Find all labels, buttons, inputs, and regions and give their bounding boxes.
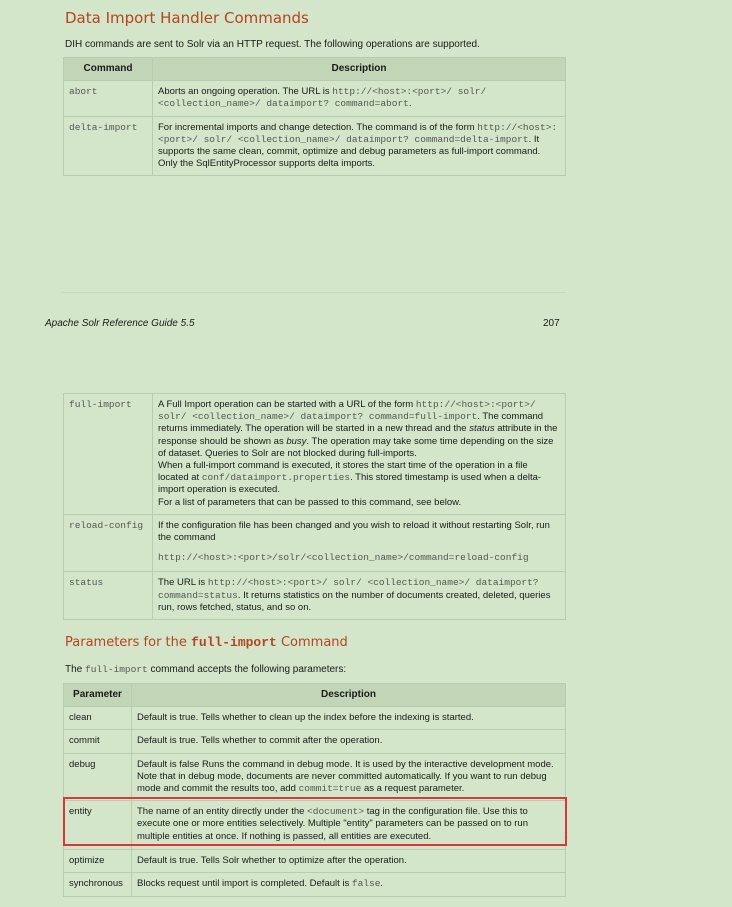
command-description: [153, 572, 566, 620]
url-code: http://<host>:<port>/ solr/ <collection_name>/ dataimport? command=abort: [158, 86, 487, 110]
description-text: . The operation may take some time depending on the size of dataset. Queries to Solr are not blocked during full-imports.: [158, 435, 554, 459]
description-text: Default is false Runs the command in debug mode. It is used by the interactive development mode. Note that in debug mode, documents are never committed automatically. If you want to run debug mode and commit the results too, add: [137, 758, 554, 795]
description-text: For incremental imports and change detection. The command is of the form: [158, 121, 478, 133]
commands-intro: DIH commands are sent to Solr via an HTTP request. The following operations are supported.: [65, 39, 480, 50]
description-text: . It returns statistics on the number of documents created, deleted, queries run, rows fetched, status, and so on.: [158, 589, 551, 613]
description-paragraph: [158, 460, 560, 497]
command-description: [153, 394, 566, 515]
table-row: [64, 116, 566, 176]
description-text: tag in the configuration file. Use this to execute one or more entities selectively. Multiple "entity" parameters can be passed on to run multiple entities at once. If nothing is passed, all entities are executed.: [137, 806, 528, 842]
table-row: [64, 81, 566, 116]
description-text: Blocks request until import is completed. Default is: [137, 878, 352, 890]
command-description: [153, 116, 566, 176]
url-code: http://<host>:<port>/ solr/ <collection_name>/ dataimport? command=status: [158, 577, 539, 601]
commands-table-continued: [63, 393, 566, 620]
title-text: Command: [276, 635, 348, 650]
description-text: The name of an entity directly under the: [137, 806, 308, 818]
table-row: [64, 707, 566, 730]
param-optimize: optimize: [64, 850, 132, 873]
description-text: . The command returns immediately. The operation will be started in a new thread and the: [158, 411, 544, 435]
section-title-parameters: [65, 635, 348, 650]
command-status: status: [64, 572, 153, 620]
table-row: [64, 850, 566, 873]
page-number: 207: [543, 318, 560, 329]
command-full-import: full-import: [64, 394, 153, 515]
table-header-row: [64, 58, 566, 81]
intro-text: The: [65, 664, 86, 675]
page-divider: [62, 292, 566, 293]
table-row: [64, 730, 566, 753]
emphasis-text: busy: [286, 435, 307, 447]
command-reload-config: reload-config: [64, 514, 153, 572]
param-commit: commit: [64, 730, 132, 753]
parameters-intro: [65, 664, 346, 675]
title-text: Parameters for the: [65, 635, 192, 650]
url-code: http://<host>:<port>/ solr/ <collection_name>/ dataimport? command=delta-import: [158, 121, 558, 145]
description-text: .: [408, 98, 412, 110]
param-code: commit=true: [298, 783, 362, 795]
param-description: Default is true. Tells whether to clean up the index before the indexing is started.: [132, 707, 566, 730]
param-description: [132, 873, 566, 896]
intro-text: command accepts the following parameters:: [147, 664, 347, 675]
param-description: Default is true. Tells whether to commit after the operation.: [132, 730, 566, 753]
description-text: The URL is: [158, 577, 208, 589]
description-text: .: [380, 878, 384, 890]
param-synchronous: synchronous: [64, 873, 132, 896]
param-entity: entity: [64, 801, 132, 850]
commands-table: [63, 57, 566, 176]
param-debug: debug: [64, 753, 132, 801]
col-header-command: Command: [64, 58, 153, 81]
description-text: Aborts an ongoing operation. The URL is: [158, 86, 333, 98]
table-row: [64, 394, 566, 515]
description-text: A Full Import operation can be started with a URL of the form: [158, 399, 416, 410]
command-delta-import: delta-import: [64, 116, 153, 176]
footer-title: Apache Solr Reference Guide 5.5: [45, 318, 195, 329]
param-description: [132, 753, 566, 801]
command-description: [153, 514, 566, 572]
param-code: <document>: [307, 806, 365, 818]
url-code: http://<host>:<port>/solr/<collection_name>/command=reload-config: [158, 552, 529, 564]
intro-code: full-import: [85, 664, 148, 675]
url-code: http://<host>:<port>/ solr/ <collection_name>/ dataimport? command=full-import: [158, 399, 536, 423]
table-header-row: [64, 684, 566, 707]
file-path-code: conf/dataimport.properties: [201, 472, 351, 484]
description-text: . It supports the same clean, commit, optimize and debug parameters as full-import command. Only the SqlEntityProcessor supports delta imports.: [158, 133, 541, 170]
col-header-parameter: Parameter: [64, 684, 132, 707]
parameters-table: [63, 683, 566, 897]
entity-row-highlight: [63, 797, 567, 846]
table-row: [64, 514, 566, 572]
table-row: [64, 572, 566, 620]
param-code: false: [351, 878, 381, 890]
param-clean: clean: [64, 707, 132, 730]
param-description: Default is true. Tells Solr whether to optimize after the operation.: [132, 850, 566, 873]
command-description: [153, 81, 566, 116]
col-header-description: Description: [153, 58, 566, 81]
description-text: attribute in the response should be shown as: [158, 423, 558, 447]
description-text: When a full-import command is executed, it stores the start time of the operation in a file located at: [158, 460, 528, 484]
table-row: [64, 873, 566, 896]
description-text: . This stored timestamp is used when a delta-import operation is executed.: [158, 472, 542, 496]
section-title-commands: Data Import Handler Commands: [65, 9, 309, 27]
description-text: If the configuration file has been changed and you wish to reload it without restarting Solr, run the command: [158, 519, 550, 544]
col-header-description: Description: [132, 684, 566, 707]
title-code: full-import: [191, 635, 277, 650]
description-paragraph: For a list of parameters that can be passed to this command, see below.: [158, 496, 462, 508]
emphasis-text: status: [469, 423, 495, 435]
description-text: as a request parameter.: [361, 783, 465, 795]
command-abort: abort: [64, 81, 153, 116]
table-row: [64, 753, 566, 801]
